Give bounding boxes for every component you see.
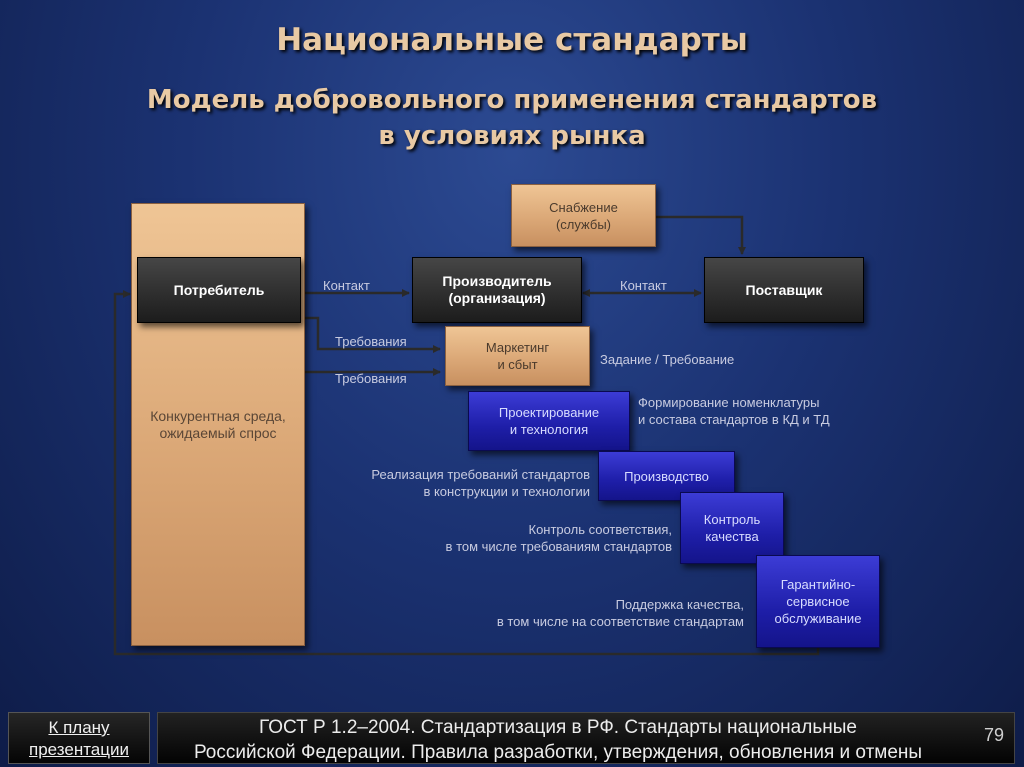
supply-line-1: Снабжение: [549, 199, 618, 215]
conformity-line-1: Контроль соответствия,: [528, 522, 672, 537]
back-to-plan-link[interactable]: [8, 712, 150, 764]
nomenclature-line-1: Формирование номенклатуры: [638, 395, 820, 410]
supply-box: [511, 184, 656, 247]
task-label: Задание / Требование: [600, 352, 735, 367]
service-box: [756, 555, 880, 648]
market-line-2: ожидаемый спрос: [159, 424, 277, 441]
supply-line-2: (службы): [555, 216, 611, 232]
service-line-2: сервисное: [786, 594, 850, 609]
requirements-label-2: Требования: [335, 371, 407, 386]
supplier-box: [704, 257, 864, 323]
supplier-label: Поставщик: [745, 281, 823, 298]
quality-line-1: Контроль: [703, 512, 761, 527]
contact-label-left: Контакт: [323, 278, 370, 293]
producer-box: [412, 257, 582, 323]
implementation-label: [300, 466, 590, 500]
service-line-1: Гарантийно-: [780, 577, 856, 592]
supply-arrow: [656, 217, 742, 254]
slide-title: Национальные стандарты: [276, 22, 748, 58]
production-label: Производство: [624, 468, 709, 484]
subtitle-line-1: Модель добровольного применения стандартов: [146, 85, 878, 115]
gost-line-2: Российской Федерации. Правила разработки, утверждения, обновления и отмены: [193, 742, 923, 763]
nomenclature-line-2: и состава стандартов в КД и ТД: [638, 412, 830, 427]
producer-line-1: Производитель: [442, 273, 552, 289]
subtitle-line-2: в условиях рынка: [378, 121, 646, 151]
marketing-line-2: и сбыт: [497, 357, 538, 372]
quality-control-box: [680, 492, 784, 564]
design-line-1: Проектирование: [498, 405, 600, 420]
support-line-2: в том числе на соответствие стандартам: [496, 614, 744, 629]
back-to-plan-line-2: презентации: [29, 740, 129, 759]
conformity-label: [360, 521, 672, 555]
service-line-3: обслуживание: [774, 611, 862, 626]
gost-line-1: ГОСТ Р 1.2–2004. Стандартизация в РФ. Стандарты национальные: [259, 717, 857, 738]
design-line-2: и технология: [509, 422, 589, 437]
page-number: 79: [983, 725, 1004, 745]
implementation-line-2: в конструкции и технологии: [423, 484, 590, 499]
gost-reference: [158, 715, 958, 765]
producer-line-2: (организация): [448, 290, 546, 306]
consumer-label: Потребитель: [173, 281, 265, 298]
market-line-1: Конкурентная среда,: [150, 407, 286, 424]
support-label: [400, 596, 744, 630]
design-box: [468, 391, 630, 451]
nomenclature-label: [638, 394, 878, 428]
support-line-1: Поддержка качества,: [615, 597, 744, 612]
conformity-line-2: в том числе требованиям стандартов: [445, 539, 672, 554]
requirements-label-1: Требования: [335, 334, 407, 349]
implementation-line-1: Реализация требований стандартов: [371, 467, 590, 482]
quality-line-2: качества: [705, 529, 759, 544]
consumer-box: [137, 257, 301, 323]
marketing-box: [445, 326, 590, 386]
marketing-line-1: Маркетинг: [485, 340, 550, 355]
back-to-plan-line-1: К плану: [48, 718, 110, 737]
footer-source-bar: [157, 712, 1015, 764]
contact-label-right: Контакт: [620, 278, 667, 293]
